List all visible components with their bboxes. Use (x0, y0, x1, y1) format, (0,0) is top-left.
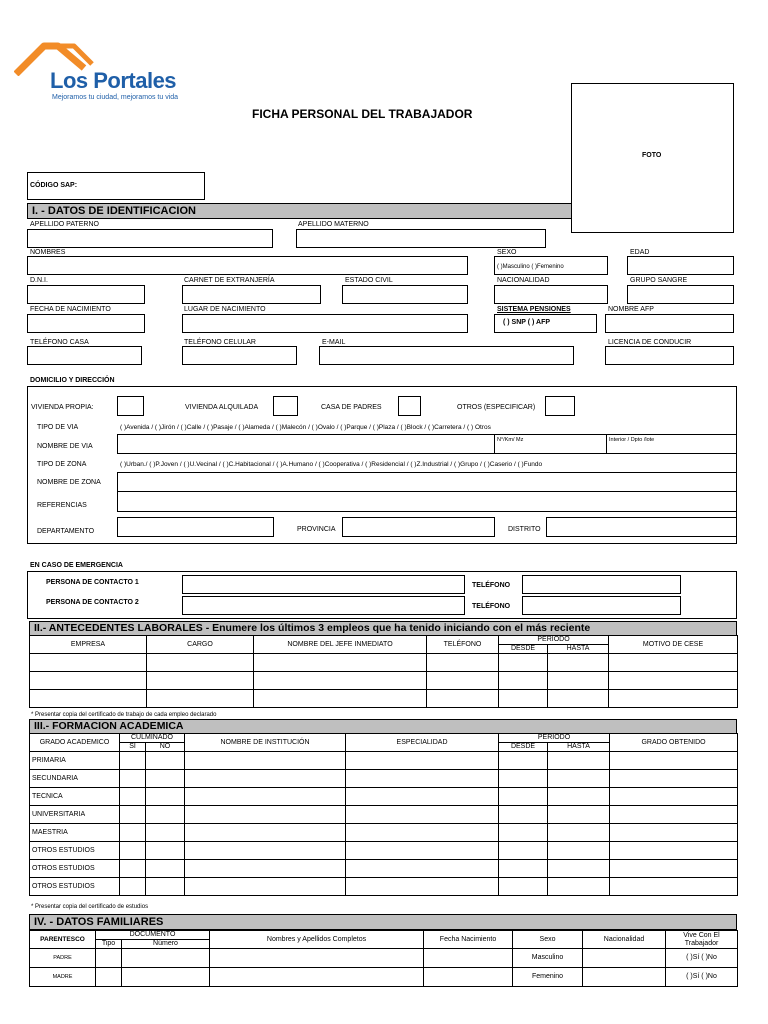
logo-tagline: Mejoramos tu ciudad, mejoramos tu vida (52, 94, 179, 101)
row-vive[interactable]: ( )Sí ( )No (666, 949, 738, 968)
formacion-table (29, 733, 738, 896)
table-row[interactable] (30, 788, 738, 806)
section-formacion: III.- FORMACION ACADEMICA (29, 719, 737, 734)
label-fecha-nac: FECHA DE NACIMIENTO (30, 306, 111, 313)
table-row[interactable] (30, 752, 738, 770)
nombre-zona-field[interactable] (117, 472, 737, 492)
label-edad: EDAD (630, 249, 650, 256)
row-sexo: Masculino (513, 949, 583, 968)
col-institucion: NOMBRE DE INSTITUCIÓN (185, 734, 346, 752)
antecedentes-note: * Presentar copia del certificado de trabajo de cada empleo declarado (31, 712, 217, 718)
table-row[interactable] (30, 860, 738, 878)
col-empresa: EMPRESA (30, 636, 147, 654)
col-vive: Vive Con El Trabajador (666, 931, 738, 949)
carnet-field[interactable] (182, 285, 321, 304)
col-telefono: TELÉFONO (427, 636, 499, 654)
col-cargo: CARGO (147, 636, 254, 654)
row-parentesco: PADRE (30, 949, 96, 968)
tipo-zona-options: ( )Urban./ ( )P.Joven / ( )U.Vecinal / ( )C.Habitacional / ( )A.Humano / ( )Cooperativa / ( )Residencial / ( )Z.Industrial / ( )Grupo / ( )Caserio / ( )Fundo (120, 461, 543, 468)
label-tipo-via: TIPO DE VIA (37, 424, 79, 431)
label-departamento: DEPARTAMENTO (37, 528, 95, 535)
table-row[interactable] (30, 878, 738, 896)
label-distrito: DISTRITO (508, 526, 541, 533)
casa-padres-check[interactable] (398, 396, 421, 416)
row-label: UNIVERSITARIA (30, 806, 120, 824)
label-email: E-MAIL (322, 339, 346, 346)
label-casa-padres: CASA DE PADRES (321, 404, 382, 411)
row-label: TECNICA (30, 788, 120, 806)
col-motivo: MOTIVO DE CESE (609, 636, 738, 654)
label-licencia: LICENCIA DE CONDUCIR (608, 339, 692, 346)
label-apellido-paterno: APELLIDO PATERNO (30, 221, 99, 228)
label-interior: Interior / Dpto /lote (609, 437, 655, 443)
label-vivienda-alquilada: VIVIENDA ALQUILADA (185, 404, 259, 411)
label-vivienda-propia: VIVIENDA PROPIA: (31, 404, 94, 411)
label-nombre-zona: NOMBRE DE ZONA (37, 479, 101, 486)
col-hasta: HASTA (548, 645, 609, 654)
otros-check[interactable] (545, 396, 575, 416)
col-sexo: Sexo (513, 931, 583, 949)
lugar-nac-field[interactable] (182, 314, 468, 333)
contacto2-field[interactable] (182, 596, 465, 615)
label-referencias: REFERENCIAS (37, 502, 87, 509)
table-row[interactable] (30, 968, 738, 987)
email-field[interactable] (319, 346, 574, 365)
col-desde: DESDE (499, 645, 548, 654)
vivienda-propia-check[interactable] (117, 396, 144, 416)
label-apellido-materno: APELLIDO MATERNO (298, 221, 369, 228)
label-contacto2: PERSONA DE CONTACTO 2 (46, 599, 139, 606)
formacion-note: * Presentar copia del certificado de estudios (31, 904, 149, 910)
table-row[interactable] (30, 654, 738, 672)
row-label: OTROS ESTUDIOS (30, 860, 120, 878)
label-dni: D.N.I. (30, 277, 48, 284)
emergencia-title: EN CASO DE EMERGENCIA (30, 562, 123, 569)
label-provincia: PROVINCIA (297, 526, 336, 533)
table-row[interactable] (30, 949, 738, 968)
licencia-field[interactable] (605, 346, 734, 365)
tel-cel-field[interactable] (182, 346, 297, 365)
edad-field[interactable] (627, 256, 734, 275)
label-tel-cel: TELÉFONO CELULAR (184, 339, 256, 346)
col-especialidad: ESPECIALIDAD (346, 734, 499, 752)
col-grado-obtenido: GRADO OBTENIDO (610, 734, 738, 752)
referencias-field[interactable] (117, 491, 737, 512)
row-label: PRIMARIA (30, 752, 120, 770)
telefono1-field[interactable] (522, 575, 681, 594)
section-identificacion: I. - DATOS DE IDENTIFICACION (27, 203, 572, 219)
row-parentesco: MADRE (30, 968, 96, 987)
contacto1-field[interactable] (182, 575, 465, 594)
dni-field[interactable] (27, 285, 145, 304)
provincia-field[interactable] (342, 517, 495, 537)
row-vive[interactable]: ( )Sí ( )No (666, 968, 738, 987)
nombres-field[interactable] (27, 256, 468, 275)
col-documento: DOCUMENTO (96, 931, 210, 940)
tel-casa-field[interactable] (27, 346, 142, 365)
label-contacto1: PERSONA DE CONTACTO 1 (46, 579, 139, 586)
logo-text: Los Portales (50, 68, 177, 93)
departamento-field[interactable] (117, 517, 274, 537)
table-row[interactable] (30, 824, 738, 842)
nacionalidad-field[interactable] (494, 285, 608, 304)
distrito-field[interactable] (546, 517, 737, 537)
col-nombres: Nombres y Apellidos Completos (210, 931, 424, 949)
col-fecha: Fecha Nacimiento (424, 931, 513, 949)
form-title: FICHA PERSONAL DEL TRABAJADOR (252, 107, 473, 121)
col-no: NO (146, 743, 185, 752)
nombre-via-field[interactable] (117, 434, 495, 454)
antecedentes-table (29, 635, 738, 708)
col-periodo: PERIODO (499, 734, 610, 743)
table-row[interactable] (30, 770, 738, 788)
col-culminado: CULMINADO (120, 734, 185, 743)
row-label: SECUNDARIA (30, 770, 120, 788)
familiares-table (29, 930, 738, 987)
label-nombres: NOMBRES (30, 249, 66, 256)
vivienda-alquilada-check[interactable] (273, 396, 298, 416)
fecha-nac-field[interactable] (27, 314, 145, 333)
apellido-materno-field[interactable] (296, 229, 546, 248)
nombre-afp-field[interactable] (605, 314, 734, 333)
col-tipo: Tipo (96, 940, 122, 949)
sexo-options: ( )Masculino ( )Femenino (497, 264, 564, 270)
grupo-sangre-field[interactable] (627, 285, 734, 304)
row-label: MAESTRIA (30, 824, 120, 842)
domicilio-title: DOMICILIO Y DIRECCIÓN (30, 377, 115, 384)
col-jefe: NOMBRE DEL JEFE INMEDIATO (254, 636, 427, 654)
label-nacionalidad: NACIONALIDAD (497, 277, 550, 284)
sistema-options: ( ) SNP ( ) AFP (503, 319, 551, 326)
table-row[interactable] (30, 672, 738, 690)
row-label: OTROS ESTUDIOS (30, 842, 120, 860)
row-sexo: Femenino (513, 968, 583, 987)
label-telefono1: TELÉFONO (472, 582, 511, 589)
telefono2-field[interactable] (522, 596, 681, 615)
label-nombre-afp: NOMBRE AFP (608, 306, 654, 313)
table-row[interactable] (30, 806, 738, 824)
col-desde: DESDE (499, 743, 548, 752)
estado-civil-field[interactable] (342, 285, 468, 304)
table-row[interactable] (30, 690, 738, 708)
label-otros: OTROS (ESPECIFICAR) (457, 404, 536, 411)
label-sistema-pensiones: SISTEMA PENSIONES (497, 306, 571, 313)
label-carnet: CARNET DE EXTRANJERÍA (184, 277, 275, 284)
col-nacionalidad: Nacionalidad (583, 931, 666, 949)
label-tipo-zona: TIPO DE ZONA (37, 461, 87, 468)
section-familiares: IV. - DATOS FAMILIARES (29, 914, 737, 930)
label-telefono2: TELÉFONO (472, 603, 511, 610)
tipo-via-options: ( )Avenida / ( )Jirón / ( )Calle / ( )Pasaje / ( )Alameda / ( )Malecón / ( )Ovalo / ( )Parque / ( )Plaza / ( )Block / ( )Carretera / ( ) Otros (120, 424, 491, 431)
col-numero: Número (122, 940, 210, 949)
table-row[interactable] (30, 842, 738, 860)
label-nombre-via: NOMBRE DE VIA (37, 443, 93, 450)
label-estado-civil: ESTADO CIVIL (345, 277, 393, 284)
label-nkm: N°/Km/ Mz (497, 437, 524, 443)
section-antecedentes: II.- ANTECEDENTES LABORALES - Enumere los últimos 3 empleos que ha tenido iniciando con el más reciente (29, 621, 737, 636)
label-tel-casa: TELÉFONO CASA (30, 339, 89, 346)
row-label: OTROS ESTUDIOS (30, 878, 120, 896)
apellido-paterno-field[interactable] (27, 229, 273, 248)
company-logo (14, 40, 189, 106)
col-parentesco: PARENTESCO (30, 931, 96, 949)
label-sexo: SEXO (497, 249, 517, 256)
col-hasta: HASTA (548, 743, 610, 752)
codigo-sap-label: CÓDIGO SAP: (30, 182, 78, 189)
col-si: SI (120, 743, 146, 752)
col-grado: GRADO ACADEMICO (30, 734, 120, 752)
photo-label: FOTO (642, 152, 662, 159)
label-lugar-nac: LUGAR DE NACIMIENTO (184, 306, 266, 313)
label-grupo-sangre: GRUPO SANGRE (630, 277, 688, 284)
col-periodo: PERIODO (499, 636, 609, 645)
